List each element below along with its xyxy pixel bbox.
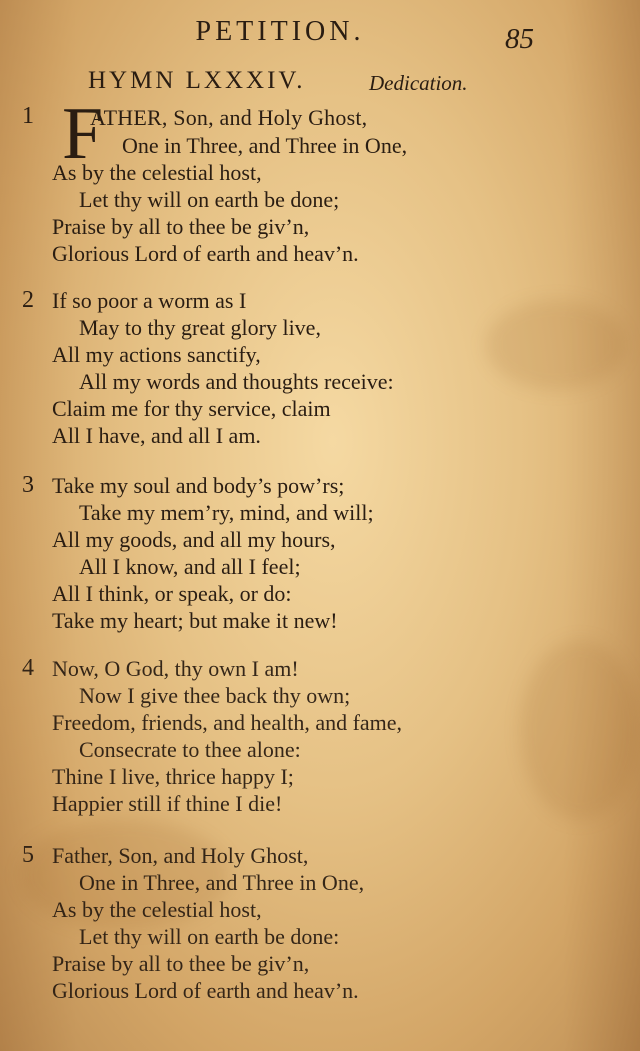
stanza-number: 5: [22, 842, 34, 868]
running-head: PETITION.: [195, 16, 365, 47]
stanza-number: 2: [22, 287, 34, 313]
hymn-line: Take my heart; but make it new!: [52, 608, 338, 633]
hymn-line: Glorious Lord of earth and heav’n.: [52, 978, 359, 1003]
hymn-line: All my words and thoughts receive:: [79, 369, 394, 394]
stanza-2: [22, 287, 562, 449]
hymn-line: All my actions sanctify,: [52, 342, 261, 367]
hymn-line: Freedom, friends, and health, and fame,: [52, 710, 403, 735]
page-number: 85: [505, 23, 534, 55]
hymn-line: Thine I live, thrice happy I;: [52, 764, 294, 789]
hymn-line: Let thy will on earth be done;: [79, 187, 340, 212]
hymn-line: Claim me for thy service, claim: [52, 396, 331, 421]
hymn-line: Take my soul and body’s pow’rs;: [52, 473, 345, 498]
stanza-5: [22, 842, 562, 1004]
hymn-line: All I know, and all I feel;: [79, 554, 301, 579]
hymn-line: One in Three, and Three in One,: [79, 870, 365, 895]
first-line-text: ATHER, Son, and Holy Ghost,: [90, 105, 368, 130]
hymn-line: Consecrate to thee alone:: [79, 737, 301, 762]
hymn-line: Glorious Lord of earth and heav’n.: [52, 241, 359, 266]
stanza-number: 1: [22, 103, 34, 129]
stanza-4: [22, 655, 562, 817]
stanza-3: [22, 472, 562, 634]
hymn-line: If so poor a worm as I: [52, 288, 247, 313]
hymn-line: Now, O God, thy own I am!: [52, 656, 299, 681]
hymn-line: All I have, and all I am.: [52, 423, 261, 448]
hymn-line: [52, 103, 562, 132]
drop-cap: F: [62, 93, 104, 175]
hymn-line: One in Three, and Three in One,: [122, 133, 408, 158]
hymn-title: HYMN LXXXIV.: [88, 67, 306, 94]
stanza-number: 3: [22, 472, 34, 498]
hymn-line: All I think, or speak, or do:: [52, 581, 292, 606]
hymn-line: Let thy will on earth be done:: [79, 924, 340, 949]
hymn-subject: Dedication.: [369, 71, 468, 95]
stanza-number: 4: [22, 655, 34, 681]
hymn-line: Praise by all to thee be giv’n,: [52, 214, 310, 239]
hymn-line: Happier still if thine I die!: [52, 791, 283, 816]
hymn-line: Father, Son, and Holy Ghost,: [52, 843, 309, 868]
hymn-line: As by the celestial host,: [52, 897, 262, 922]
hymn-line: Praise by all to thee be giv’n,: [52, 951, 310, 976]
hymn-line: Take my mem’ry, mind, and will;: [79, 500, 374, 525]
hymn-line: All my goods, and all my hours,: [52, 527, 336, 552]
stanza-1: [22, 93, 562, 267]
hymn-line: Now I give thee back thy own;: [79, 683, 351, 708]
hymn-line: As by the celestial host,: [52, 160, 262, 185]
hymn-line: May to thy great glory live,: [79, 315, 321, 340]
